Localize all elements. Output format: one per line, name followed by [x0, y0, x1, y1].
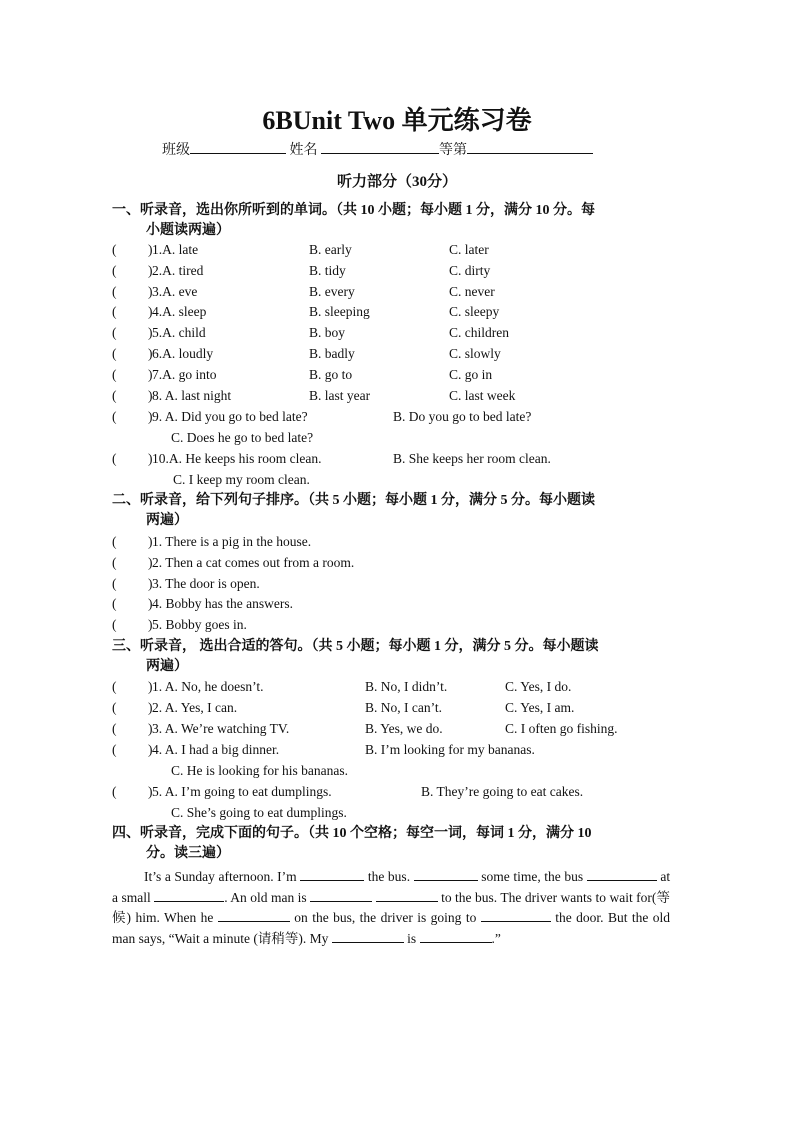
option-c: C. last week [449, 387, 516, 403]
blank-2[interactable] [414, 868, 478, 881]
option-b: B. early [309, 242, 352, 257]
q10-option-b: B. She keeps her room clean. [393, 451, 551, 466]
section1-heading-line2: 小题读两遍） [146, 223, 230, 238]
blank-1[interactable] [300, 868, 364, 881]
option-b: B. go to [309, 366, 353, 382]
passage-text: is [407, 930, 417, 946]
blank-10[interactable] [420, 930, 492, 943]
passage-text: It’s a Sunday afternoon. I’m [144, 869, 297, 884]
blank-4[interactable] [154, 889, 224, 902]
answer-paren-close[interactable]: ) [148, 699, 153, 715]
option-a: 5.A. child [152, 325, 206, 341]
passage-text: .” [491, 930, 501, 946]
option-c: C. Yes, I am. [505, 699, 575, 715]
page-title: 6BUnit Two 单元练习卷 [262, 106, 532, 135]
s3-q4-option-c: C. He is looking for his bananas. [171, 763, 348, 778]
answer-paren-open: ( [112, 575, 117, 591]
answer-paren-open: ( [112, 617, 117, 633]
answer-paren-open: ( [112, 366, 117, 382]
answer-paren-open: ( [112, 387, 117, 403]
option-a: 6.A. loudly [152, 346, 214, 361]
answer-paren-close[interactable]: ) [148, 617, 153, 633]
passage-text: some time, the bus [481, 869, 584, 884]
passage-text: the bus. [367, 869, 411, 884]
answer-paren-open: ( [112, 534, 117, 549]
passage-text: . An old man is [224, 889, 307, 905]
answer-paren-open: ( [112, 720, 117, 736]
option-c: C. later [449, 242, 489, 257]
section2-heading [112, 491, 595, 531]
option-a: 3. A. We’re watching TV. [152, 720, 290, 736]
option-a: 2.A. tired [152, 262, 204, 278]
section3-heading [112, 637, 599, 677]
option-b: B. last year [309, 387, 371, 403]
sentence-text: 5. Bobby goes in. [152, 617, 247, 633]
option-a: 1.A. late [152, 242, 199, 257]
student-info-line [162, 139, 593, 159]
answer-paren-open: ( [112, 325, 117, 341]
question-row [0, 721, 794, 742]
question-row [0, 346, 794, 367]
option-b: B. badly [309, 346, 355, 361]
question-row [0, 325, 794, 346]
answer-paren-close[interactable]: ) [148, 346, 153, 361]
answer-paren-close[interactable]: ) [148, 409, 153, 424]
section1-heading-line1: 一、听录音，选出你所听到的单词。（共 10 小题；每小题 1 分，满分 10 分。每 [112, 203, 595, 218]
answer-paren-open: ( [112, 784, 117, 799]
section3-heading-line2: 两遍） [146, 659, 188, 674]
section4-heading-line1: 四、听录音，完成下面的句子。（共 10 个空格；每空一词，每词 1 分，满分 10 [112, 826, 592, 841]
section3-heading-line1: 三、听录音， 选出合适的答句。（共 5 小题；每小题 1 分，满分 5 分。每小题读 [112, 639, 599, 654]
option-a: 8. A. last night [152, 387, 232, 403]
sentence-text: 1. There is a pig in the house. [152, 534, 312, 549]
section4-passage [112, 867, 670, 949]
blank-6[interactable] [376, 889, 438, 902]
option-b: B. Yes, we do. [365, 720, 443, 736]
blank-5[interactable] [310, 889, 372, 902]
grade-label: 等第 [439, 143, 467, 158]
blank-7[interactable] [218, 909, 290, 922]
q9-option-c: C. Does he go to bed late? [171, 430, 314, 445]
answer-paren-close[interactable]: ) [148, 596, 153, 612]
option-a: 1. A. No, he doesn’t. [152, 679, 264, 694]
option-c: C. never [449, 283, 495, 299]
listening-title: 听力部分（30分） [336, 174, 457, 190]
answer-paren-close[interactable]: ) [148, 534, 153, 549]
answer-paren-open: ( [112, 304, 117, 320]
option-c: C. dirty [449, 262, 491, 278]
option-b: B. No, I can’t. [365, 699, 442, 715]
question-row [0, 576, 794, 597]
answer-paren-open: ( [112, 679, 117, 694]
question-row [0, 284, 794, 305]
passage-text: to the bus. The driver wants to wait for(等候) him. When he [112, 889, 670, 925]
answer-paren-close[interactable]: ) [148, 575, 153, 591]
answer-paren-close[interactable]: ) [148, 451, 153, 466]
answer-paren-close[interactable]: ) [148, 742, 153, 757]
question-row [0, 242, 794, 263]
option-c: C. sleepy [449, 304, 500, 320]
option-a: 7.A. go into [152, 366, 217, 382]
answer-paren-open: ( [112, 742, 117, 757]
answer-paren-close[interactable]: ) [148, 720, 153, 736]
blank-3[interactable] [587, 868, 657, 881]
option-b: B. every [309, 283, 355, 299]
answer-paren-close[interactable]: ) [148, 387, 153, 403]
s3-q5-option-b: B. They’re going to eat cakes. [421, 784, 584, 799]
sentence-text: 2. Then a cat comes out from a room. [152, 554, 355, 570]
answer-paren-open: ( [112, 451, 117, 466]
answer-paren-close[interactable]: ) [148, 679, 153, 694]
answer-paren-open: ( [112, 409, 117, 424]
section2-heading-line2: 两遍） [146, 513, 188, 528]
question-row [0, 596, 794, 617]
s3-q4-option-b: B. I’m looking for my bananas. [365, 742, 535, 757]
q9-option-b: B. Do you go to bed late? [393, 409, 532, 424]
answer-paren-open: ( [112, 554, 117, 570]
blank-8[interactable] [481, 909, 551, 922]
question-row [0, 700, 794, 721]
passage-text: the door. But the old man says, “Wait a minute (请稍等). My [112, 910, 671, 946]
question-row [0, 679, 794, 700]
section4-heading-line2: 分。读三遍） [146, 846, 230, 861]
answer-paren-open: ( [112, 242, 117, 257]
class-blank[interactable] [190, 140, 286, 154]
option-a: 3.A. eve [152, 283, 198, 299]
answer-paren-open: ( [112, 262, 117, 278]
option-c: C. Yes, I do. [505, 679, 572, 694]
blank-9[interactable] [332, 930, 404, 943]
answer-paren-close[interactable]: ) [148, 325, 153, 341]
section2-heading-line1: 二、听录音，给下列句子排序。（共 5 小题；每小题 1 分，满分 5 分。每小题读 [112, 493, 595, 508]
answer-paren-close[interactable]: ) [148, 554, 153, 570]
q10-option-a: 10.A. He keeps his room clean. [152, 451, 322, 466]
passage-text: at a small [112, 869, 671, 905]
question-row [0, 534, 794, 555]
question-row [0, 555, 794, 576]
answer-paren-close[interactable]: ) [148, 242, 153, 257]
answer-paren-close[interactable]: ) [148, 366, 153, 382]
class-label: 班级 [162, 143, 190, 158]
s3-q5-option-a: 5. A. I’m going to eat dumplings. [152, 784, 332, 799]
q9-option-a: 9. A. Did you go to bed late? [152, 409, 308, 424]
q10-option-c: C. I keep my room clean. [173, 472, 310, 487]
question-row [0, 617, 794, 638]
grade-blank[interactable] [467, 140, 593, 154]
name-label: 姓名 [289, 143, 318, 158]
option-c: C. go in [449, 366, 493, 382]
question-row [0, 367, 794, 388]
question-row [0, 304, 794, 325]
option-b: B. boy [309, 325, 346, 341]
option-b: B. No, I didn’t. [365, 679, 448, 694]
option-c: C. slowly [449, 346, 501, 361]
answer-paren-open: ( [112, 699, 117, 715]
question-row [0, 388, 794, 409]
sentence-text: 3. The door is open. [152, 575, 260, 591]
option-c: C. I often go fishing. [505, 720, 618, 736]
option-a: 4.A. sleep [152, 304, 207, 320]
answer-paren-close[interactable]: ) [148, 283, 153, 299]
answer-paren-open: ( [112, 596, 117, 612]
section1-heading [112, 201, 595, 241]
option-a: 2. A. Yes, I can. [152, 699, 238, 715]
answer-paren-close[interactable]: ) [148, 304, 153, 320]
option-c: C. children [449, 325, 509, 341]
sentence-text: 4. Bobby has the answers. [152, 596, 293, 612]
answer-paren-close[interactable]: ) [148, 784, 153, 799]
section4-heading [112, 824, 592, 864]
passage-text: on the bus, the driver is going to [294, 910, 477, 925]
answer-paren-open: ( [112, 283, 117, 299]
answer-paren-open: ( [112, 346, 117, 361]
s3-q5-option-c: C. She’s going to eat dumplings. [171, 805, 347, 820]
name-blank[interactable] [321, 140, 439, 154]
question-row [0, 263, 794, 284]
option-b: B. tidy [309, 262, 346, 278]
option-b: B. sleeping [309, 304, 370, 320]
s3-q4-option-a: 4. A. I had a big dinner. [152, 742, 280, 757]
answer-paren-close[interactable]: ) [148, 262, 153, 278]
